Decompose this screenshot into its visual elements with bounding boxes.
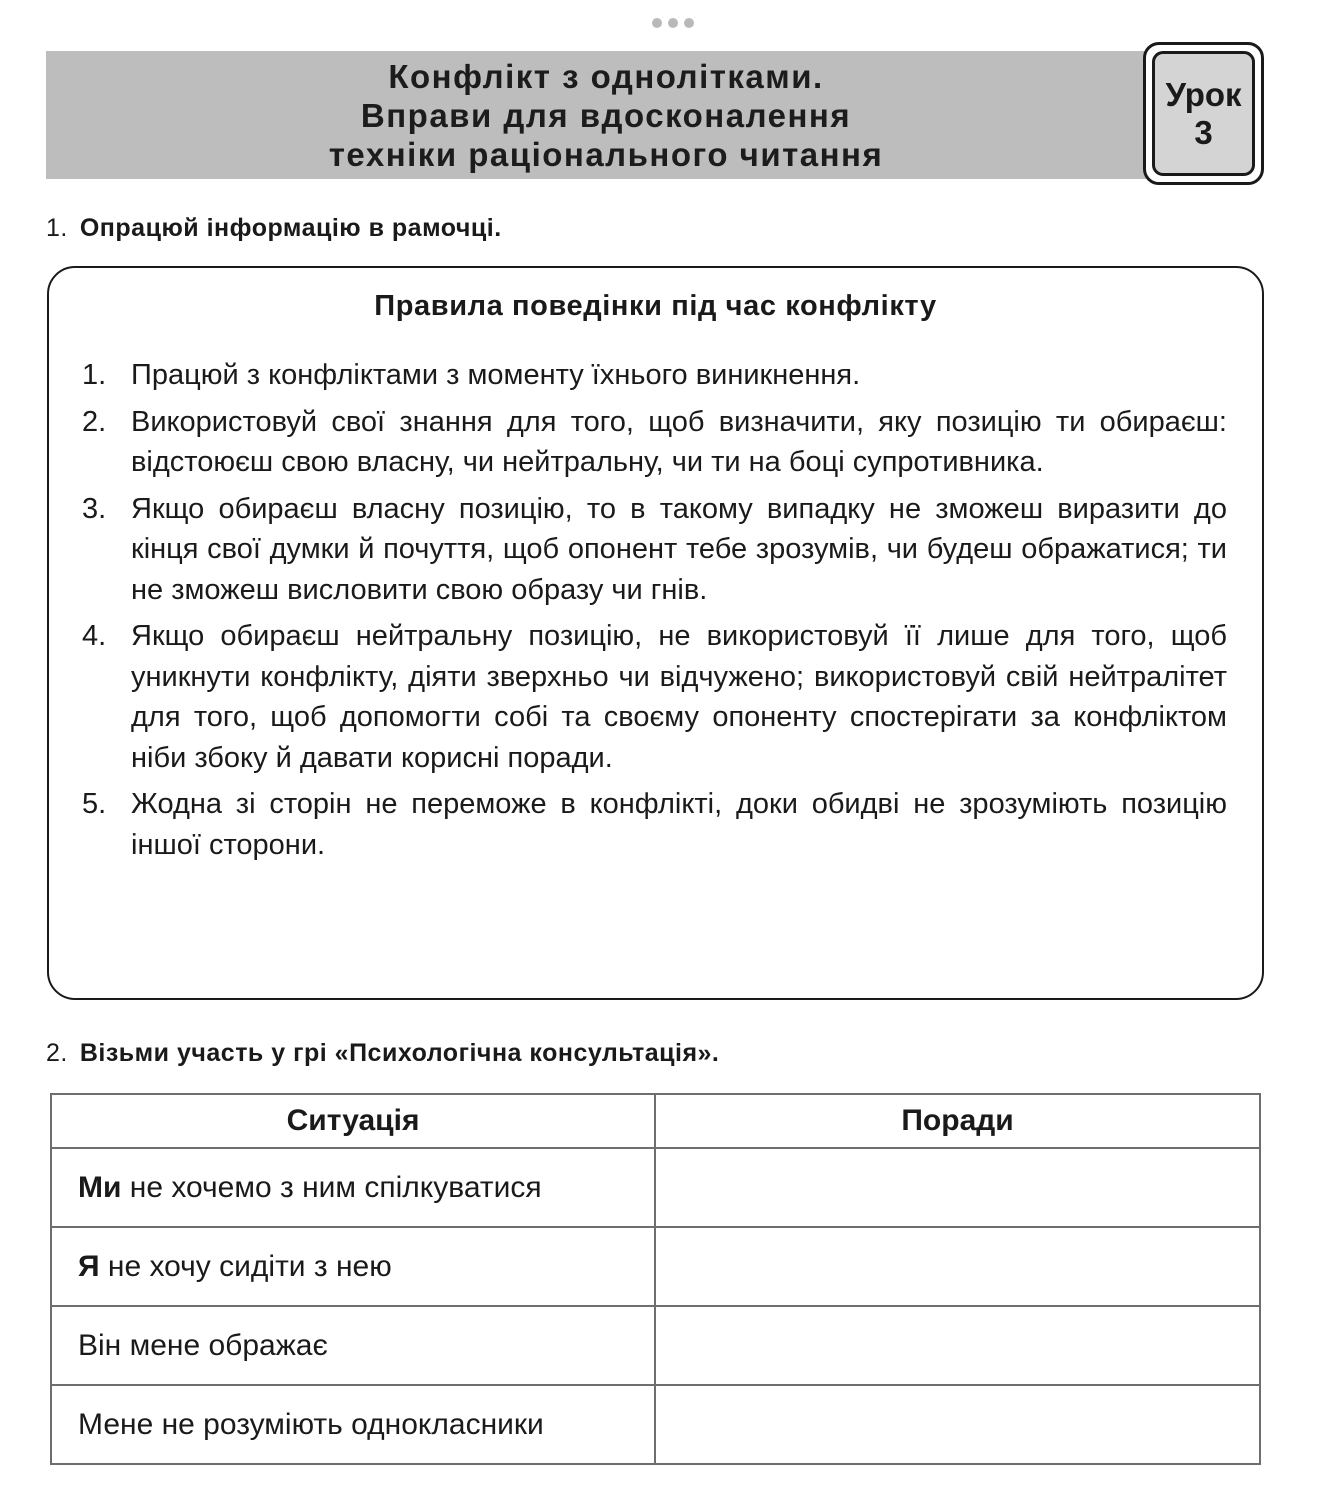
situation-cell <box>51 1148 655 1227</box>
rules-frame <box>47 266 1264 1000</box>
item-number: 3. <box>82 492 107 525</box>
situation-text: не хочемо з ним спілкуватися <box>121 1170 542 1204</box>
task-number: 1. <box>46 214 68 242</box>
table-row <box>51 1227 1260 1306</box>
title-line: техніки раціонального читання <box>328 135 884 173</box>
column-header-advice: Поради <box>655 1094 1260 1148</box>
item-text: Якщо обираєш нейтральну позицію, не використовуй її лише для того, щоб уникнути конфлікту, діяти зверхньо чи відчужено; використовуй свій нейтралітет для того, щоб допомогти собі та своєму опоненту спостерігати за конфліктом ніби збоку й давати корисні поради. <box>131 620 1227 774</box>
task-1-heading <box>46 214 502 243</box>
title-line: Вправи для вдосконалення <box>360 96 852 134</box>
item-number: 1. <box>82 359 107 391</box>
table-row <box>51 1306 1260 1385</box>
rules-title: Правила поведінки під час конфлікту <box>374 290 937 322</box>
list-item <box>82 402 1227 483</box>
situations-table <box>50 1093 1261 1465</box>
table-row <box>51 1385 1260 1464</box>
situation-text: Він мене ображає <box>78 1328 328 1362</box>
title-line: Конфлікт з однолітками. <box>388 57 824 95</box>
lesson-title-banner <box>46 51 1166 179</box>
situation-cell <box>51 1227 655 1306</box>
list-item <box>82 616 1227 778</box>
task-text: Опрацюй інформацію в рамочці. <box>79 214 502 242</box>
item-text: Якщо обираєш власну позицію, то в такому випадку не зможеш виразити до кінця свої думки й почуття, щоб опонент тебе зрозумів, чи будеш ображатися; ти не зможеш висловити свою образу чи гнів. <box>131 492 1227 606</box>
advice-cell[interactable] <box>655 1148 1260 1227</box>
item-number: 2. <box>82 405 107 438</box>
list-item <box>82 784 1227 865</box>
situation-bold-word: Ми <box>78 1170 122 1204</box>
list-item <box>82 489 1227 611</box>
table-header-row <box>51 1094 1260 1148</box>
item-number: 4. <box>82 620 107 652</box>
situation-cell <box>51 1385 655 1464</box>
advice-cell[interactable] <box>655 1306 1260 1385</box>
situation-bold-word: Я <box>78 1249 100 1283</box>
column-header-situation: Ситуація <box>51 1094 655 1148</box>
lesson-badge <box>1143 42 1264 185</box>
item-text: Жодна зі сторін не переможе в конфлікті, доки обидві не зрозуміють позицію іншої сторони. <box>131 788 1227 861</box>
situation-cell <box>51 1306 655 1385</box>
situation-text: Мене не розуміють однокласники <box>78 1407 544 1441</box>
lesson-number: 3 <box>1194 113 1213 151</box>
item-text: Використовуй свої знання для того, щоб визначити, яку позицію ти обираєш: відстоюєш свою власну, чи нейтральну, чи ти на боці супротивника. <box>131 405 1227 478</box>
list-item <box>82 355 1227 396</box>
task-text: Візьми участь у грі «Психологічна консультація». <box>79 1039 720 1067</box>
item-number: 5. <box>82 788 107 820</box>
task-number: 2. <box>46 1039 68 1067</box>
lesson-label: Урок <box>1165 75 1242 113</box>
item-text: Працюй з конфліктами з моменту їхнього виникнення. <box>131 359 861 391</box>
situation-text: не хочу сидіти з нею <box>99 1249 392 1283</box>
more-options-icon[interactable] <box>652 16 694 30</box>
advice-cell[interactable] <box>655 1227 1260 1306</box>
rules-list <box>82 355 1227 871</box>
table-row <box>51 1148 1260 1227</box>
advice-cell[interactable] <box>655 1385 1260 1464</box>
task-2-heading <box>46 1039 719 1068</box>
